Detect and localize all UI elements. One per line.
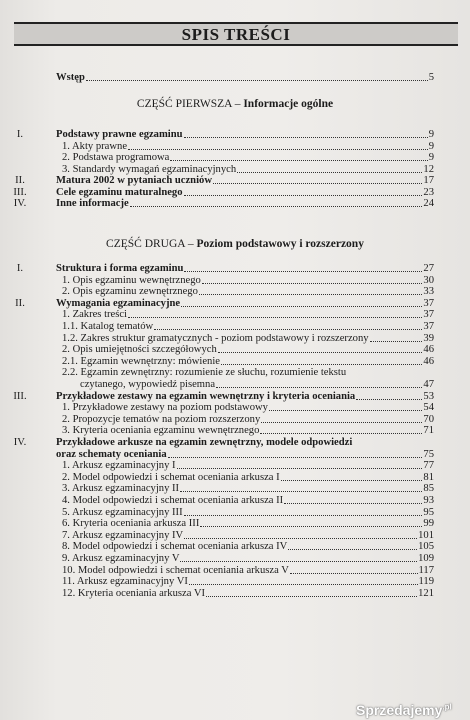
toc-page: 24 (423, 198, 434, 209)
dot-leader (284, 502, 422, 504)
toc-page: 75 (423, 448, 434, 460)
dot-leader (189, 583, 418, 585)
toc-page: 81 (423, 471, 434, 483)
toc-title: 2. Opis umiejętności szczegółowych (62, 344, 217, 356)
toc-page: 77 (423, 460, 434, 472)
toc-page: 37 (423, 297, 434, 309)
toc-title: Wstęp (56, 72, 85, 83)
toc-number: III. (13, 390, 27, 402)
toc-page: 47 (423, 379, 434, 390)
toc-title: 2.2. Egzamin zewnętrzny: rozumienie ze słuchu, rozumienie tekstu (62, 367, 347, 379)
toc-page: 39 (423, 332, 434, 344)
toc-page: 5 (428, 72, 434, 83)
toc-title: 8. Model odpowiedzi i schemat oceniania arkusza IV (62, 541, 288, 553)
toc-page: 71 (423, 425, 434, 437)
toc-title: Podstawy prawne egzaminu (56, 129, 183, 140)
dot-leader (180, 560, 417, 562)
dot-leader (288, 548, 417, 550)
toc-page: 119 (418, 576, 434, 588)
toc-page: 9 (428, 129, 434, 140)
toc-page: 27 (423, 263, 434, 274)
dot-leader (269, 409, 422, 411)
toc-number: IV. (13, 198, 27, 209)
toc-page: 54 (423, 402, 434, 414)
toc-title: 10. Model odpowiedzi i schemat oceniania arkusza V (62, 564, 289, 576)
dot-leader (206, 595, 417, 597)
toc-page: 53 (423, 390, 434, 402)
dot-leader (181, 305, 422, 307)
toc-title: 3. Arkusz egzaminacyjny II (62, 483, 180, 495)
dot-leader (184, 537, 417, 539)
toc-title: 1. Arkusz egzaminacyjny I (62, 460, 176, 472)
toc-title: 12. Kryteria oceniania arkusza VI (62, 587, 206, 599)
toc-title: 2. Propozycje tematów na poziom rozszerzony (62, 413, 261, 425)
toc-title: 9. Arkusz egzaminacyjny V (62, 553, 180, 564)
toc-page: 109 (418, 553, 434, 564)
toc-title: Matura 2002 w pytaniach uczniów (56, 175, 212, 186)
toc-page: 85 (423, 483, 434, 495)
toc-page: 46 (423, 355, 434, 367)
toc-row (0, 587, 440, 600)
part-heading-1: CZĘŚĆ PIERWSZA – Informacje ogólne (136, 98, 334, 110)
dot-leader (154, 328, 422, 330)
toc-page: 121 (418, 587, 434, 599)
toc-page: 17 (423, 175, 434, 186)
dot-leader (184, 136, 428, 138)
dot-leader (216, 386, 422, 388)
dot-leader (130, 205, 423, 207)
toc-page: 95 (423, 506, 434, 518)
toc-number: I. (16, 263, 24, 274)
dot-leader (281, 479, 423, 481)
toc-title: oraz schematy oceniania (56, 448, 167, 460)
dot-leader (260, 432, 422, 434)
toc-page: 9 (428, 140, 434, 152)
toc-title: 2.1. Egzamin wewnętrzny: mówienie (62, 355, 220, 367)
toc-page: 12 (423, 163, 434, 175)
toc-number: III. (13, 186, 27, 198)
toc-number: I. (16, 129, 24, 140)
toc-page: 117 (418, 564, 434, 576)
toc-page: 33 (423, 286, 434, 298)
toc-number: II. (15, 297, 25, 309)
toc-title: Cele egzaminu maturalnego (56, 186, 183, 198)
dot-leader (370, 340, 423, 342)
dot-leader (168, 456, 423, 458)
toc-number: II. (15, 175, 25, 186)
watermark-logo: Sprzedajemy$^{.pl}$ (356, 702, 452, 718)
part-heading-2: CZĘŚĆ DRUGA – Poziom podstawowy i rozszerzony (106, 238, 364, 250)
dot-leader (177, 467, 423, 469)
toc-page: 30 (423, 274, 434, 286)
toc-title: Struktura i forma egzaminu (56, 263, 184, 274)
dot-leader (128, 316, 422, 318)
dot-leader (237, 171, 422, 173)
dot-leader (86, 79, 428, 81)
toc-title: 6. Kryteria oceniania arkusza III (62, 518, 200, 530)
page-title: SPIS TREŚCI (181, 25, 291, 44)
dot-leader (200, 525, 422, 527)
toc-number: IV. (13, 437, 27, 448)
toc-title: Przykładowe zestawy na egzamin wewnętrzny i kryteria oceniania (56, 390, 356, 402)
toc-title: 11. Arkusz egzaminacyjny VI (62, 576, 188, 588)
toc-title: 1. Akty prawne (62, 140, 128, 152)
dot-leader (356, 398, 422, 400)
toc-title: Inne informacje (56, 198, 129, 209)
toc-title: 2. Podstawa programowa (62, 152, 170, 163)
dot-leader (170, 159, 427, 161)
dot-leader (213, 182, 422, 184)
toc-row-intro (0, 71, 440, 84)
toc-title: 3. Kryteria oceniania egzaminu wewnętrznego (62, 425, 260, 437)
toc-page: 9 (428, 152, 434, 163)
toc-page: 46 (423, 344, 434, 356)
dot-leader (218, 351, 423, 353)
toc-title: 1.1. Katalog tematów (62, 321, 154, 332)
toc-page: 105 (418, 541, 434, 553)
toc-title: 1. Zakres treści (62, 309, 128, 321)
toc-title: 2. Opis egzaminu zewnętrznego (62, 286, 198, 298)
page-title-banner (14, 22, 458, 46)
toc-page: 101 (418, 529, 434, 541)
dot-leader (180, 490, 422, 492)
dot-leader (221, 363, 422, 365)
toc-page: 23 (423, 186, 434, 198)
dot-leader (128, 148, 428, 150)
toc-title: 1. Przykładowe zestawy na poziom podstawowy (62, 402, 268, 414)
dot-leader (199, 293, 423, 295)
dot-leader (184, 270, 422, 272)
toc-page: 37 (423, 309, 434, 321)
toc-title: 5. Arkusz egzaminacyjny III (62, 506, 183, 518)
toc-page: 37 (423, 321, 434, 332)
toc-title: 1.2. Zakres struktur gramatycznych - poziom podstawowy i rozszerzony (62, 332, 369, 344)
toc-page: 93 (423, 495, 434, 506)
dot-leader (261, 421, 422, 423)
toc-title: 3. Standardy wymagań egzaminacyjnych (62, 163, 237, 175)
toc-title: 2. Model odpowiedzi i schemat oceniania arkusza I (62, 471, 280, 483)
toc-page: 70 (423, 413, 434, 425)
toc-title: czytanego, wypowiedź pisemna (80, 379, 216, 390)
toc-page: 99 (423, 518, 434, 530)
toc-title: 1. Opis egzaminu wewnętrznego (62, 274, 201, 286)
dot-leader (290, 572, 418, 574)
dot-leader (184, 194, 423, 196)
toc-title: 4. Model odpowiedzi i schemat oceniania arkusza II (62, 495, 284, 506)
dot-leader (202, 282, 423, 284)
toc-title: Wymagania egzaminacyjne (56, 297, 181, 309)
toc-title: 7. Arkusz egzaminacyjny IV (62, 529, 184, 541)
toc-title: Przykładowe arkusze na egzamin zewnętrzny, modele odpowiedzi (56, 437, 353, 448)
toc-row (0, 197, 440, 210)
dot-leader (184, 514, 423, 516)
